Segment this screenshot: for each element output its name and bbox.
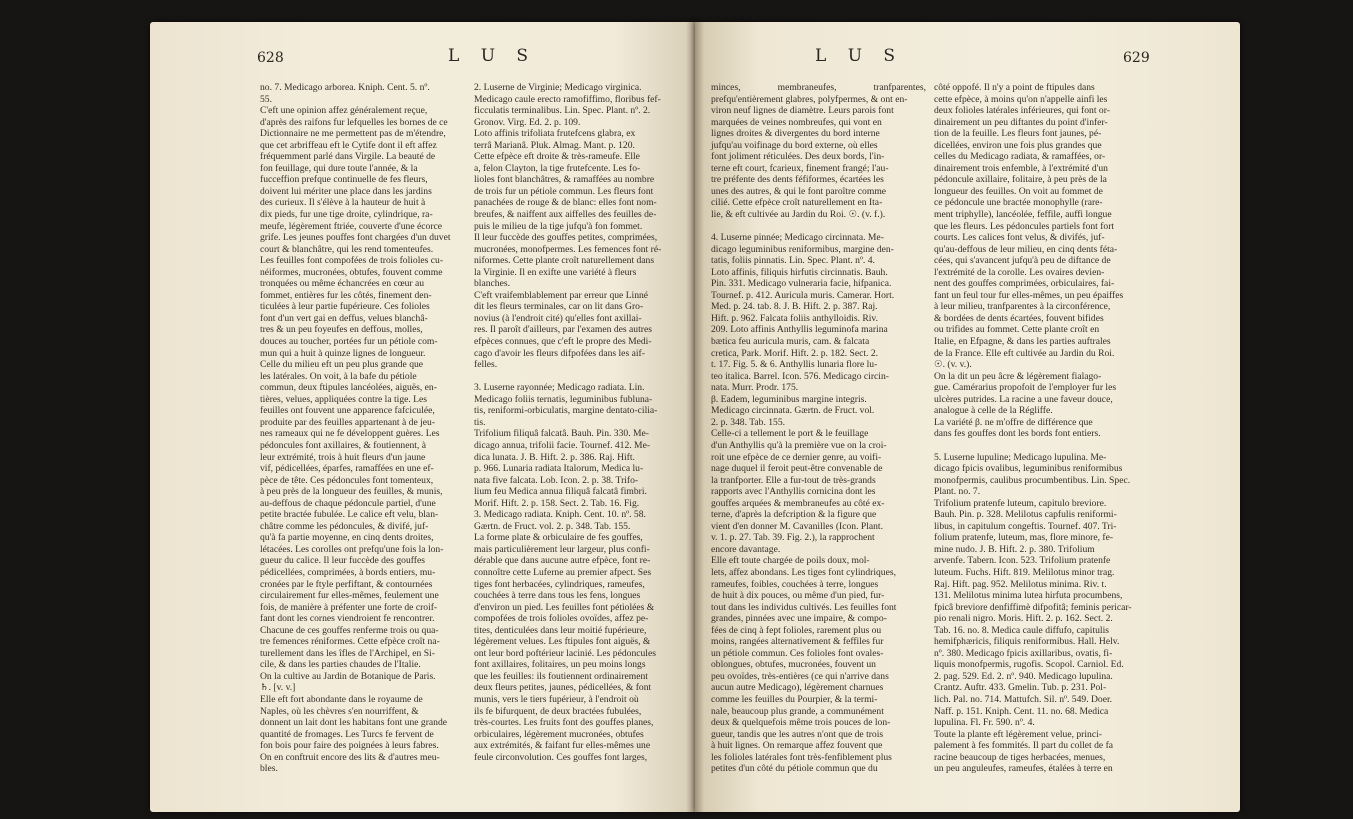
right-column-2 (934, 82, 1152, 775)
book-gutter (686, 22, 704, 812)
left-column-2-text: 2. Luserne de Virginie; Medicago virginica. Medicago caule erecto ramofiffimo, floribus fef- ficculatis terminalibus. Lin. Spec. Plant. nº. 2. Gronov. Virg. Ed. 2. p. 109. Loto affinis trifoliata frutefcens glabra, ex terrâ Marianâ. Pluk. Almag. Mant. p. 120. Cette efpèce eft droite & très-rameufe. Elle a, felon Clayton, la tige frutefcente. Les fo- lioles font blanchâtres, & ramaffées au nombre de trois fur un pétiole commun. Les fleurs font panachées de rouge & de blanc: elles font nom- breufes, & naiffent aux aiffelles des feuilles de- puis le milieu de la tige jufqu'à fon fommet. Il leur fuccède des gouffes petites, comprimées, mucronées, monofpermes. Les femences font ré- niformes. Cette plante croît naturellement dans la Virginie. Il en exifte une variété à fleurs blanches. C'eft vraifemblablement par erreur que Linné dit les fleurs terminales, car on lit dans Gro- novius (à l'endroit cité) qu'elles font axillai- res. Il paroît d'ailleurs, par l'examen des autres efpèces connues, que c'eft le propre des Medi- cago d'avoir les fleurs difpofées dans les aif- felles. 3. Luserne rayonnée; Medicago radiata. Lin. Medicago foliis ternatis, leguminibus fubluna- tis, reniformi-orbiculatis, margine dentato-cilia- tis. Trifolium filiquâ falcatâ. Bauh. Pin. 330. Me- dicago annua, trifolii facie. Tournef. 412. Me- dica lunata. J. B. Hift. 2. p. 386. Raj. Hift. p. 966. Lunaria radiata Italorum, Medica lu- nata five falcata. Lob. Icon. 2. p. 38. Trifo- lium feu Medica annua filiquâ falcatâ fimbri. Morif. Hift. 2. p. 158. Sect. 2. Tab. 16. Fig. 3. Medicago radiata. Kniph. Cent. 10. nº. 58. Gærtn. de Fruct. vol. 2. p. 348. Tab. 155. La forme plate & orbiculaire de fes gouffes, mais particulièrement leur largeur, plus confi- dérable que dans aucune autre efpèce, font re- connoître cette Luferne au premier afpect. Ses tiges font herbacées, cylindriques, rameufes, couchées à terre dans tous les fens, longues d'environ un pied. Les feuilles font pétiolées & compofées de trois folioles ovoïdes, affez pe- tites, denticulées dans leur moitié fupérieure, légèrement velues. Les ftipules font aiguës, & ont leur bord poftérieur lacinié. Les pédoncules font axillaires, folitaires, un peu moins longs que les feuilles: ils foutiennent ordinairement deux fleurs petites, jaunes, pédicellées, & font munis, vers le tiers fupérieur, à l'endroit où ils fe bifurquent, de deux bractées fubulées, très-courtes. Les fruits font des gouffes planes, orbiculaires, légèrement mucronées, obtufes aux extrémités, & faifant fur elles-mêmes une feule circonvolution. Ces gouffes font larges, (474, 82, 662, 763)
left-running-head: L U S (448, 46, 537, 66)
left-column-1-text: no. 7. Medicago arborea. Kniph. Cent. 5. nº. 55. C'eft une opinion affez généralement reçue, d'après des raifons fur lefquelles les bornes de ce Dictionnaire ne me permettent pas de m'étendre, que cet arbriffeau eft le Cytife dont il eft affez fréquemment parlé dans Virgile. La beauté de fon feuillage, qui dure toute l'année, & la fucceffion prefque continuelle de fes fleurs, doivent lui mériter une place dans les jardins des curieux. Il s'élève à la hauteur de huit à dix pieds, fur une tige droite, cylindrique, ra- meufe, légèrement ftriée, couverte d'une écorce grife. Les jeunes pouffes font chargées d'un duvet court & blanchâtre, qui les rend tomenteufes. Les feuilles font compofées de trois folioles cu- néiformes, mucronées, obtufes, fouvent comme tronquées ou même échancrées en cœur au fommet, entières fur les côtés, finement den- ticulées à leur partie fupérieure. Ces folioles font d'un vert gai en deffus, velues blanchâ- tres & un peu foyeufes en deffous, molles, douces au toucher, portées fur un pétiole com- mun qui a huit à quinze lignes de longueur. Celle du milieu eft un peu plus grande que les latérales. On voit, à la bafe du pétiole commun, deux ftipules lancéolées, aiguës, en- tières, velues, appliquées contre la tige. Les feuilles ont fouvent une apparence fafciculée, produite par des feuilles appartenant à de jeu- nes rameaux qui ne fe développent guères. Les pédoncules font axillaires, & foutiennent, à leur extrémité, trois à huit fleurs d'un jaune vif, pédicellées, éparfes, ramaffées en une ef- pèce de tête. Ces pédoncules font tomenteux, à peu près de la longueur des feuilles, & munis, au-deffous de chaque pédoncule partiel, d'une petite bractée fubulée. Le calice eft velu, blan- châtre comme les pédoncules, & divifé, juf- qu'à fa partie moyenne, en cinq dents droites, létacées. Les corolles ont prefqu'une fois la lon- gueur du calice. Il leur fuccède des gouffes pédicellées, comprimées, à bords entiers, mu- cronées par le ftyle perfiftant, & contournées circulairement fur elles-mêmes, feulement une fois, de manière à préfenter une forte de croif- fant dont les cornes viendroient fe rencontrer. Chacune de ces gouffes renferme trois ou qua- tre femences réniformes. Cette efpèce croît na- turellement dans les îfles de l'Archipel, en Si- cile, & dans les parties chaudes de l'Italie. On la cultive au Jardin de Botanique de Paris. ♄. [v. v.] Elle eft fort abondante dans le royaume de Naples, où les chèvres s'en nourriffent, & donnent un lait dont les habitans font une grande quantité de fromages. Les Turcs fe fervent de fon bois pour faire des poignées à leurs fabres. On en conftruit encore des lits & d'autres meu- bles. (260, 82, 451, 775)
left-page-number: 628 (257, 50, 284, 66)
right-column-2-text: côté oppofé. Il n'y a point de ftipules dans cette efpèce, à moins qu'on n'appelle ainfi les deux folioles latérales inférieures, qui font or- dinairement un peu diftantes du point d'infer- tion de la feuille. Les fleurs font jaunes, pé- dicellées, environ une fois plus grandes que celles du Medicago radiata, & ramaffées, or- dinairement trois enfemble, à l'extrémité d'un pédoncule axillaire, folitaire, à peu près de la longueur des feuilles. On voit au fommet de ce pédoncule une bractée monophylle (rare- ment triphylle), lancéolée, feffile, auffi longue que les fleurs. Les pédoncules partiels font fort courts. Les calices font velus, & divifés, juf- qu'au-deffous de leur milieu, en cinq dents féta- cées, qui s'avancent jufqu'à peu de diftance de l'extrémité de la corolle. Les ovaires devien- nent des gouffes comprimées, orbiculaires, fai- fant un feul tour fur elles-mêmes, un peu épaiffes à leur milieu, tranfparentes à la circonférence, & bordées de dents écartées, fouvent bifides ou trifides au fommet. Cette plante croît en Italie, en Efpagne, & dans les parties auftrales de la France. Elle eft cultivée au Jardin du Roi. ☉. (v. v.). On la dit un peu âcre & légèrement fialago- gue. Camérarius propofoit de l'employer fur les ulcères putrides. La racine a une faveur douce, analogue à celle de la Régliffe. La variété β. ne m'offre de différence que dans fes gouffes dont les bords font entiers. 5. Luserne lupuline; Medicago lupulina. Me- dicago fpicis ovalibus, leguminibus reniformibus monofpermis, caulibus procumbentibus. Lin. Spec. Plant. no. 7. Trifolium pratenfe luteum, capitulo breviore. Bauh. Pin. p. 328. Melilotus capfulis reniformi- libus, in capitulum congeftis. Tournef. 407. Tri- folium pratenfe, luteum, mas, flore minore, fe- mine nudo. J. B. Hift. 2. p. 380. Trifolium arvenfe. Tabern. Icon. 523. Trifolium pratenfe luteum. Fuchs. Hift. 819. Melilotus minor trag. Raj. Hift. pag. 952. Melilotus minima. Riv. t. 131. Melilotus minima lutea hirfuta procumbens, fpicâ breviore denfiffimè difpofitâ; feminis pericar- pio renali nigro. Moris. Hift. 2. p. 162. Sect. 2. Tab. 16. no. 8. Medica caule diffufo, capitulis hemifphæricis, filiquis reniformibus. Hall. Helv. nº. 380. Medicago fpicis axillaribus, ovatis, fi- liquis monofpermis, rugofis. Scopol. Carniol. Ed. 2. pag. 529. Ed. 2. nº. 940. Medicago lupulina. Crantz. Auftr. 433. Gmelin. Tub. p. 231. Pol- lich. Pal. no. 714. Mattufch. Sil. nº. 549. Doer. Naff. p. 151. Kniph. Cent. 11. no. 68. Medica lupulina. Fl. Fr. 590. nº. 4. Toute la plante eft légèrement velue, princi- palement à fes fommités. Il part du collet de fa racine beaucoup de tiges herbacées, menues, un peu anguleufes, rameufes, étalées à terre en (934, 82, 1132, 775)
right-running-head: L U S (815, 46, 904, 66)
right-column-1 (711, 82, 926, 775)
right-column-1-text: minces, membraneufes, tranfparentes, prefqu'entièrement glabres, polyfpermes, & ont en- viron neuf lignes de diamètre. Leurs parois font marquées de veines nombreufes, qui vont en lignes droites & divergentes du bord interne jufqu'au voifinage du bord externe, où elles font joliment réticulées. Des deux bords, l'in- terne eft court, fcarieux, finement frangé; l'au- tre préfente des dents féfiformes, écartées les unes des autres, & qui le font paroître comme cilié. Cette efpèce croît naturellement en Ita- lie, & eft cultivée au Jardin du Roi. ☉. (v. f.). 4. Luserne pinnée; Medicago circinnata. Me- dicago leguminibus reniformibus, margine den- tatis, foliis pinnatis. Lin. Spec. Plant. nº. 4. Loto affinis, filiquis hirfutis circinnatis. Bauh. Pin. 331. Medicago vulneraria facie, hifpanica. Tournef. p. 412. Auricula muris. Camerar. Hort. Med. p. 24. tab. 8. J. B. Hift. 2. p. 387. Raj. Hift. p. 962. Falcata foliis anthylloidis. Riv. 209. Loto affinis Anthyllis leguminofa marina bætica feu auricula muris, cam. & falcata cretica, Park. Morif. Hift. 2. p. 182. Sect. 2. t. 17. Fig. 5. & 6. Anthyllis lunaria flore lu- teo italica. Barrel. Icon. 576. Medicago circin- nata. Murr. Prodr. 175. β. Eadem, leguminibus margine integris. Medicago circinnata. Gærtn. de Fruct. vol. 2. p. 348. Tab. 155. Celle-ci a tellement le port & le feuillage d'un Anthyllis qu'à la première vue on la croi- roit une efpèce de ce dernier genre, au voifi- nage duquel il feroit peut-être convenable de la tranfporter. Elle a fur-tout de très-grands rapports avec l'Anthyllis cornicina dont les gouffes arquées & membraneufes au côté ex- terne, d'après la defcription & la figure que vient d'en donner M. Cavanilles (Icon. Plant. v. 1. p. 27. Tab. 39. Fig. 2.), la rapprochent encore davantage. Elle eft toute chargée de poils doux, mol- lets, affez abondans. Les tiges font cylindriques, rameufes, foibles, couchées à terre, longues de huit à dix pouces, ou même d'un pied, fur- tout dans les individus cultivés. Les feuilles font grandes, pinnées avec une impaire, & compo- fées de cinq à fept folioles, rarement plus ou moins, rangées alternativement & feffiles fur un pétiole commun. Ces folioles font ovales- oblongues, obtufes, mucronées, fouvent un peu ovoïdes, très-entières (ce qui n'arrive dans aucun autre Medicago), légèrement charnues comme les feuilles du Pourpier, & la termi- nale, beaucoup plus grande, a communément deux & quelquefois même trois pouces de lon- gueur, tandis que les autres n'ont que de trois à huit lignes. On remarque affez fouvent que les folioles latérales font très-fenfiblement plus petites d'un côté du pétiole commun que du (711, 82, 926, 775)
right-page-number: 629 (1123, 50, 1150, 66)
left-column-1 (260, 82, 466, 775)
left-column-2 (474, 82, 686, 763)
